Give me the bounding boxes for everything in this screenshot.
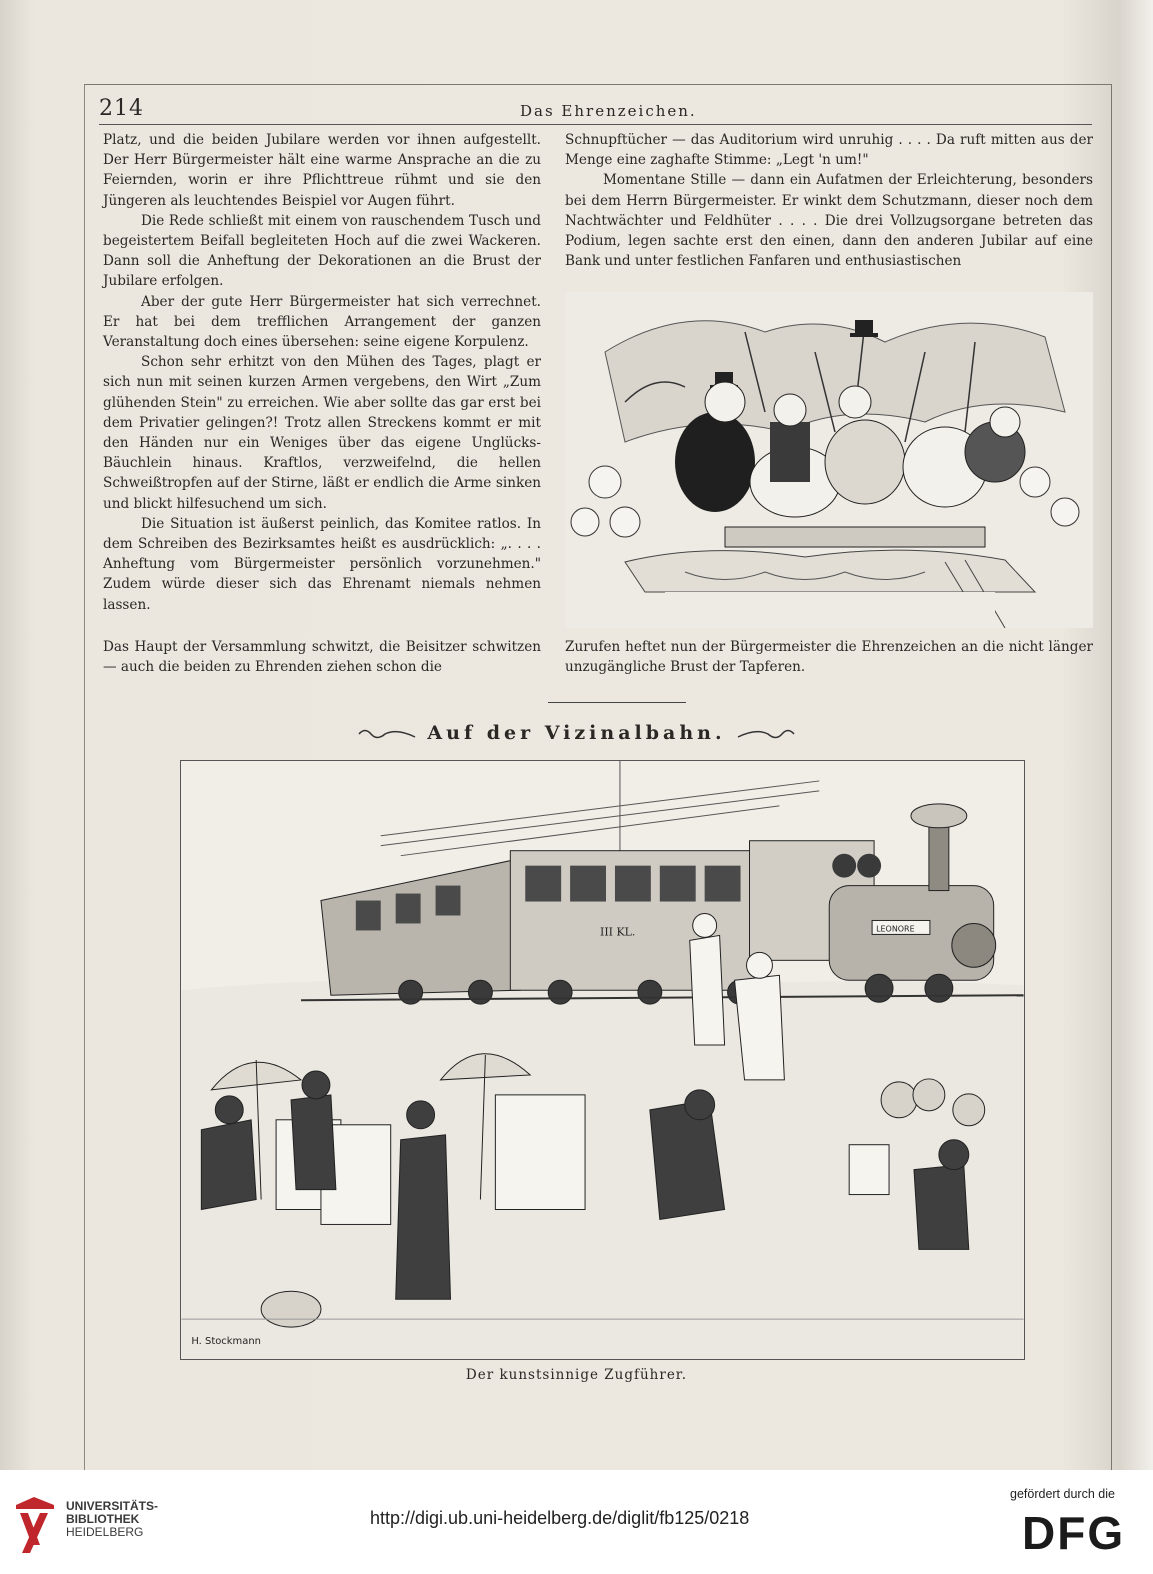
library-name: UNIVERSITÄTS- BIBLIOTHEK HEIDELBERG [66, 1499, 159, 1539]
right-ornament-icon [736, 725, 796, 743]
ceremony-illustration [565, 292, 1093, 628]
paragraph: Aber der gute Herr Bürgermeister hat sich verrechnet. Er hat bei dem trefflichen Arrangement der ganzen Veranstaltung doch eines übersehen: seine eigene Korpulenz. [103, 293, 541, 351]
digitization-footer [0, 1470, 1153, 1574]
locomotive-plate: LEONORE [876, 924, 915, 934]
article-column-right [565, 130, 1093, 271]
article-column-left-bottom: Das Haupt der Versammlung schwitzt, die Beisitzer schwitzen — auch die beiden zu Ehrenden ziehen schon die [103, 639, 541, 676]
article-column-left [103, 130, 541, 615]
section-title [0, 722, 1153, 744]
header-rule [99, 124, 1092, 125]
dfg-logo: DFG [1022, 1507, 1126, 1559]
artist-signature: H. Stockmann [191, 1336, 261, 1348]
left-ornament-icon [357, 725, 417, 743]
section-separator [548, 702, 686, 703]
paragraph: Schnupftücher — das Auditorium wird unruhig . . . . Da ruft mitten aus der Menge eine zaghafte Stimme: „Legt 'n um!" [565, 132, 1093, 169]
article-column-right-bottom: Zurufen heftet nun der Bürgermeister die Ehrenzeichen an die nicht länger unzugängliche Brust der Tapferen. [565, 639, 1093, 676]
permalink-url[interactable]: http://digi.ub.uni-heidelberg.de/diglit/fb125/0218 [370, 1508, 750, 1528]
paragraph: Die Rede schließt mit einem von rauschendem Tusch und begeistertem Beifall begleiteten Hoch auf die zwei Wackeren. Dann soll die Anheftung der Dekorationen an die Brust der Jubilare erfolgen. [103, 212, 541, 290]
paragraph: Die Situation ist äußerst peinlich, das Komitee ratlos. In dem Schreiben des Bezirksamtes heißt es ausdrücklich: „. . . . Anheftung vom Bürgermeister persönlich vorzunehmen." Zudem würde dieser sich das Ehrenamt niemals nehmen lassen. [103, 515, 541, 613]
funding-note: gefördert durch die [1010, 1487, 1115, 1501]
paragraph: Schon sehr erhitzt von den Mühen des Tages, plagt er sich nun mit seinen kurzen Armen vergebens, den Wirt „Zum glühenden Stein" zu erreichen. Wie aber sollte das gar erst bei dem Privatier gelingen?! Trotz allen Streckens kommt er mit den Händen nur ein Weniges über das eigene Unglücks-Bäuchlein hinaus. Kraftlos, verzweifelnd, die hellen Schweißtropfen auf der Stirne, läßt er endlich die Arme sinken und blickt hilfesuchend um sich. [103, 354, 541, 512]
running-head: Das Ehrenzeichen. [520, 102, 697, 120]
carriage-label: III KL. [600, 925, 636, 939]
railway-painters-illustration [180, 760, 1025, 1360]
illustration-caption: Der kunstsinnige Zugführer. [465, 1367, 688, 1383]
section-title-text: Auf der Vizinalbahn. [427, 722, 726, 744]
page-number: 214 [99, 96, 144, 121]
paragraph: Momentane Stille — dann ein Aufatmen der Erleichterung, besonders bei dem Herrn Bürgermeister. Er winkt dem Schutzmann, dieser noch dem Nachtwächter und Feldhüter . . . . Die drei Vollzugsorgane betreten das Podium, legen sachte erst den einen, dann den anderen Jubilar auf eine Bank und unter festlichen Fanfaren und enthusiastischen [565, 172, 1093, 270]
university-library-logo-icon [10, 1495, 60, 1555]
paragraph: Platz, und die beiden Jubilare werden vor ihnen aufgestellt. Der Herr Bürgermeister hält eine warme Ansprache an die zu Feiernden, worin er ihre Pflichttreue rühmt und sie den Jüngeren als leuchtendes Beispiel vor Augen führt. [103, 132, 541, 209]
